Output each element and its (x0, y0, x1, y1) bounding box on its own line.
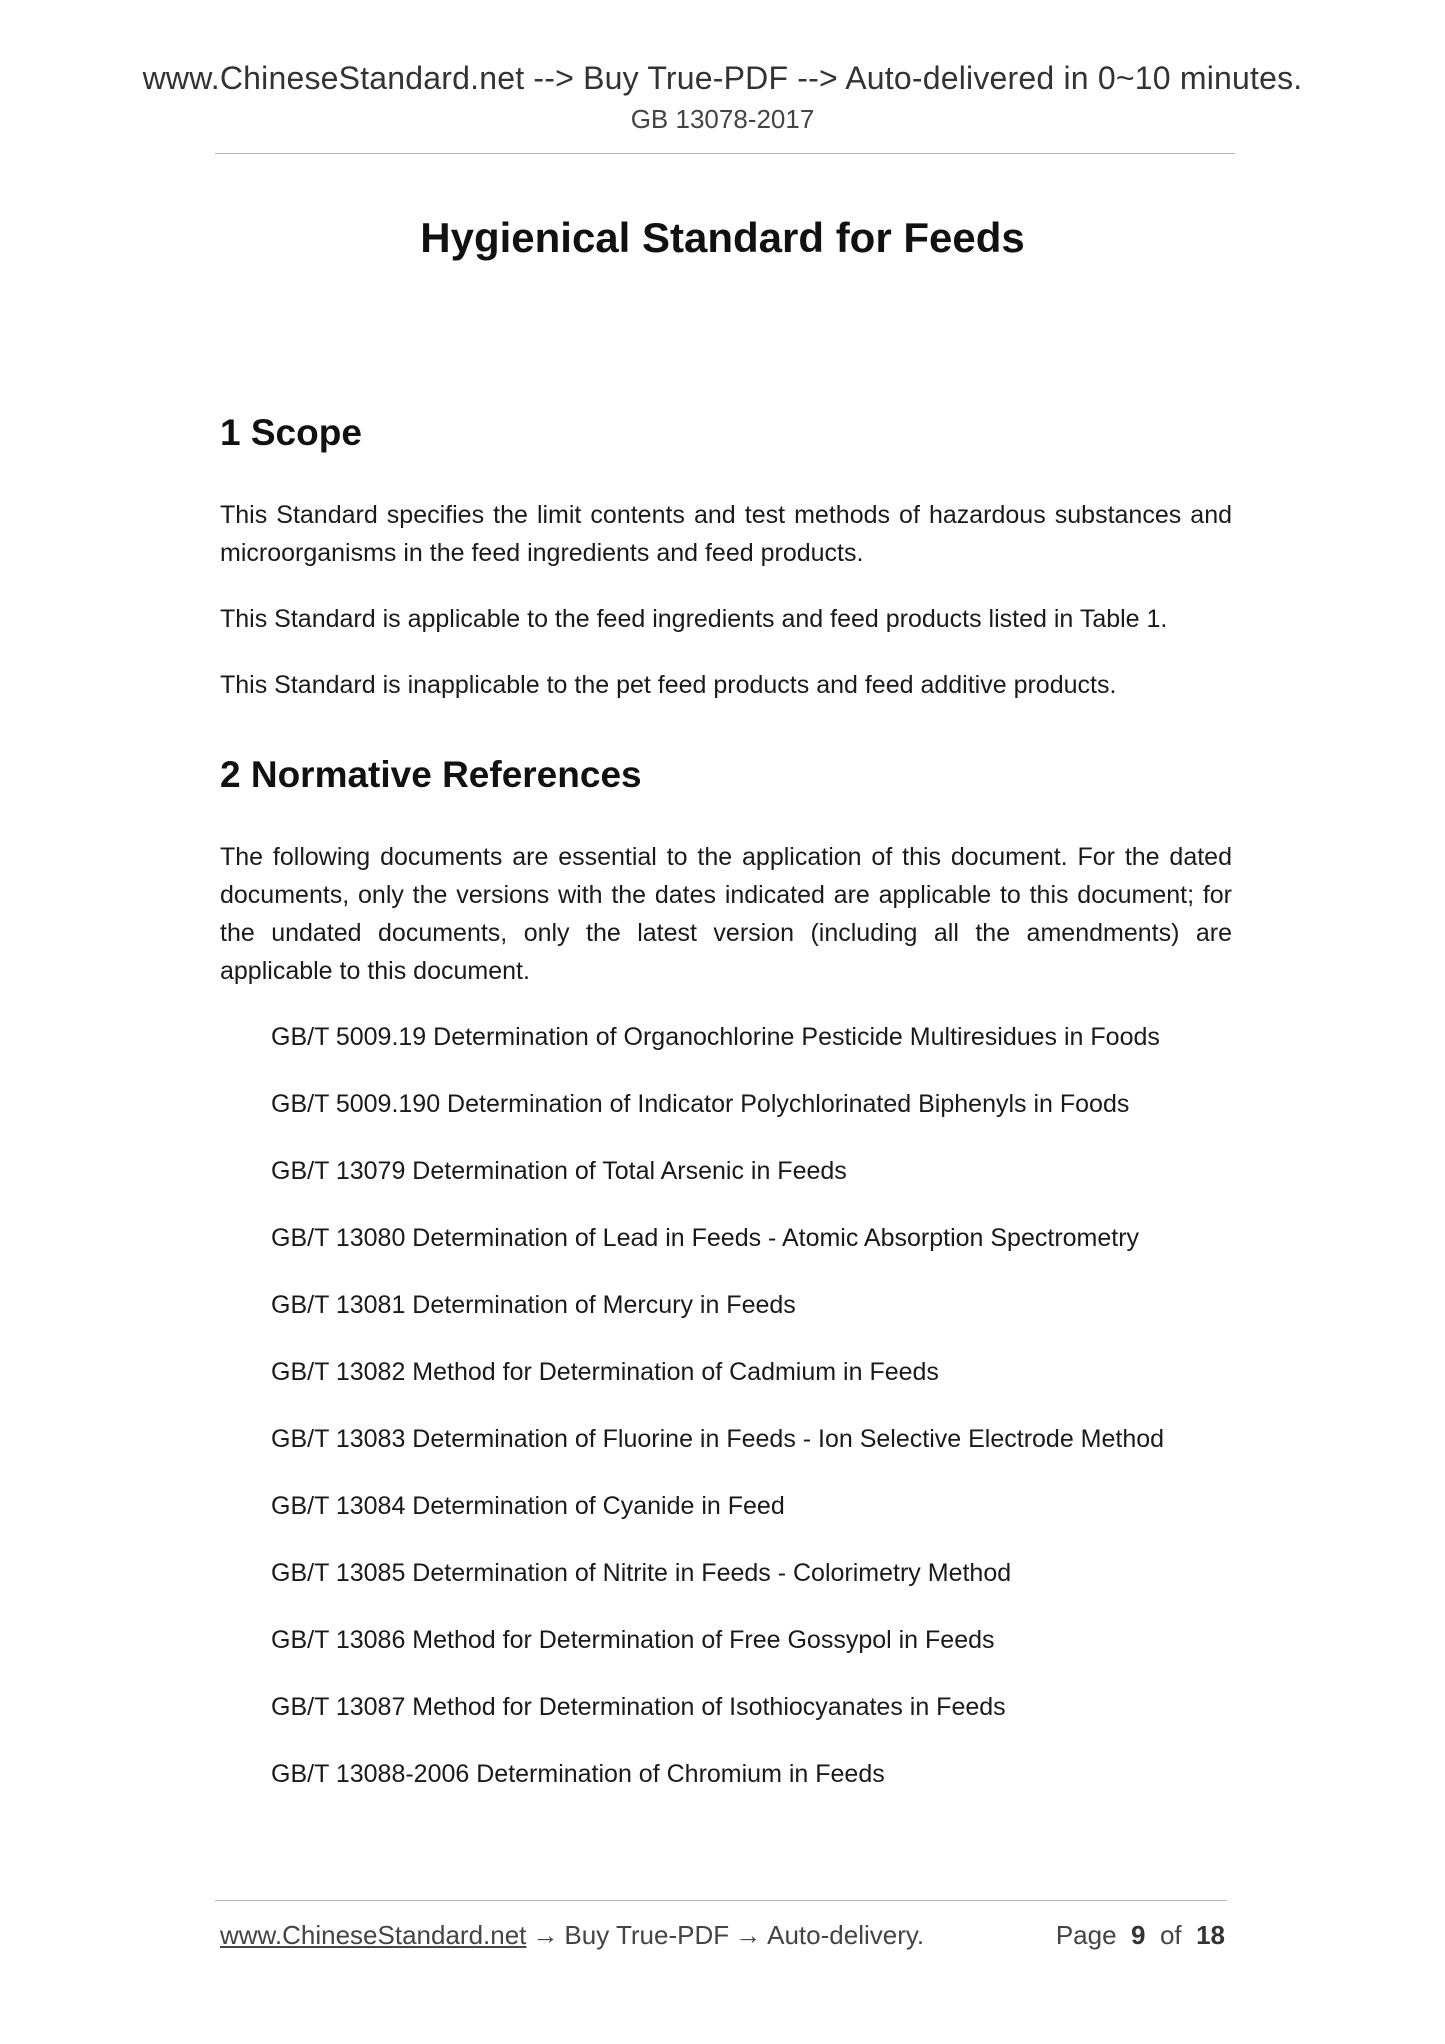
reference-item: GB/T 13083 Determination of Fluorine in Feeds - Ion Selective Electrode Method (271, 1425, 1165, 1453)
reference-item: GB/T 13086 Method for Determination of Free Gossypol in Feeds (271, 1626, 995, 1654)
section-heading-scope: 1 Scope (220, 412, 362, 453)
reference-item: GB/T 13081 Determination of Mercury in Feeds (271, 1291, 796, 1319)
references-intro-paragraph: The following documents are essential to the application of this document. For the dated documents, only the versions with the dates indicated are applicable to this document; for the undated documents, only the latest version (including all the amendments) are applicable to this document. (220, 843, 1232, 985)
reference-item: GB/T 13082 Method for Determination of Cadmium in Feeds (271, 1358, 939, 1386)
page-header (0, 56, 1445, 136)
arrow-right-icon: → (532, 1920, 559, 1950)
reference-item: GB/T 5009.190 Determination of Indicator Polychlorinated Biphenyls in Foods (271, 1090, 1130, 1118)
reference-item: GB/T 13088-2006 Determination of Chromium in Feeds (271, 1760, 885, 1788)
reference-item: GB/T 13085 Determination of Nitrite in Feeds - Colorimetry Method (271, 1559, 1012, 1587)
standard-code: GB 13078-2017 (630, 104, 815, 134)
reference-list (220, 1018, 1232, 1793)
reference-item: GB/T 5009.19 Determination of Organochlorine Pesticide Multiresidues in Foods (271, 1023, 1160, 1051)
scope-paragraph: This Standard is applicable to the feed ingredients and feed products listed in Table 1. (220, 605, 1168, 633)
section-heading-normative-references: 2 Normative References (220, 754, 642, 795)
arrow-right-icon: → (735, 1920, 762, 1950)
reference-item: GB/T 13087 Method for Determination of Isothiocyanates in Feeds (271, 1693, 1006, 1721)
scope-paragraph: This Standard is inapplicable to the pet feed products and feed additive products. (220, 671, 1117, 699)
footer-delivery-text: Auto-delivery. (767, 1920, 925, 1950)
page-current: 9 (1131, 1920, 1146, 1950)
footer-site-link[interactable]: www.ChineseStandard.net (220, 1920, 527, 1950)
header-divider (215, 153, 1235, 154)
reference-item: GB/T 13080 Determination of Lead in Feeds - Atomic Absorption Spectrometry (271, 1224, 1140, 1252)
reference-item: GB/T 13084 Determination of Cyanide in Feed (271, 1492, 785, 1520)
reference-item: GB/T 13079 Determination of Total Arsenic in Feeds (271, 1157, 847, 1185)
page-total: 18 (1196, 1920, 1225, 1950)
document-body (220, 408, 1232, 1822)
scope-paragraph: This Standard specifies the limit contents and test methods of hazardous substances and microorganisms in the feed ingredients and feed products. (220, 501, 1232, 567)
page-label: Page (1055, 1920, 1117, 1950)
footer-divider (215, 1900, 1227, 1901)
document-title: Hygienical Standard for Feeds (420, 214, 1025, 261)
page-indicator (1056, 1917, 1225, 1953)
footer-buy-text: Buy True-PDF (564, 1920, 730, 1950)
page-of-label: of (1159, 1920, 1182, 1950)
header-banner: www.ChineseStandard.net --> Buy True-PDF --> Auto-delivered in 0~10 minutes. (142, 60, 1303, 96)
page-footer (220, 1917, 1225, 1953)
